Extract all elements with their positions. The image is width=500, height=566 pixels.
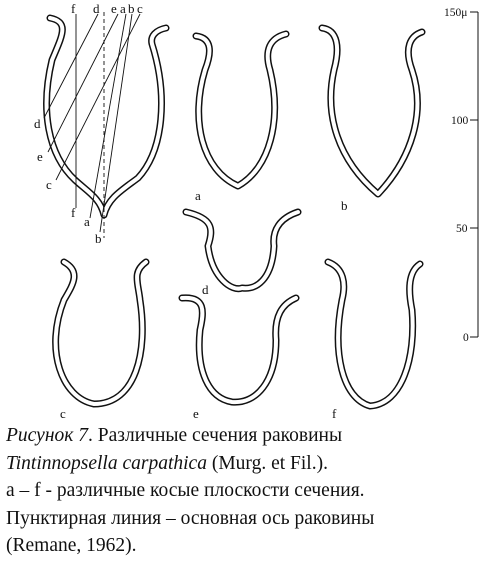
scale-tick-label: 50 [456, 223, 468, 235]
shell-b [322, 28, 422, 194]
caption-line-3: a – f - различные косые плоскости сечения. [6, 480, 365, 501]
scale-tick-label: 100 [451, 115, 469, 127]
plane-label-top: e [111, 1, 117, 16]
caption-title: . Различные сечения раковины [88, 425, 343, 446]
plane-label-side: c [46, 177, 52, 192]
panel-label-b: b [341, 198, 348, 213]
figure-label: Рисунок 7 [6, 425, 89, 446]
plane-label-side: f [71, 205, 76, 220]
plane-label-side: b [95, 231, 102, 246]
panel-label-a: a [195, 188, 201, 203]
plane-label-top: b [128, 1, 135, 16]
scale-tick-label: 150μ [444, 7, 468, 19]
shell-d [186, 212, 298, 289]
panel-label-d: d [202, 282, 209, 297]
panel-label-f: f [332, 406, 337, 420]
scale-bar [470, 12, 478, 337]
plane-label-side: e [37, 149, 43, 164]
caption-line-5: (Remane, 1962). [6, 535, 137, 556]
caption-line-2 [6, 450, 498, 478]
shell-c [56, 262, 146, 404]
caption-line-1 [6, 422, 498, 450]
species-authors: (Murg. et Fil.). [206, 452, 328, 474]
shell-a [196, 34, 286, 186]
plane-label-top: a [120, 1, 126, 16]
plane-label-side: d [34, 116, 41, 131]
panel-label-e: e [193, 406, 199, 420]
shell-e [182, 298, 296, 402]
species-name: Tintinnopsella carpathica [6, 452, 207, 474]
shell-f [328, 262, 420, 406]
plane-label-top: c [137, 1, 143, 16]
plane-label-top: d [93, 1, 100, 16]
shell-main [47, 18, 166, 215]
panel-label-c: c [60, 406, 66, 420]
figure-caption [6, 422, 498, 560]
scale-tick-label: 0 [463, 332, 469, 344]
plane-line-c [56, 14, 140, 180]
plane-label-side: a [84, 214, 90, 229]
plane-label-top: f [71, 1, 76, 16]
caption-line-4: Пунктирная линия – основная ось раковины [6, 507, 375, 529]
